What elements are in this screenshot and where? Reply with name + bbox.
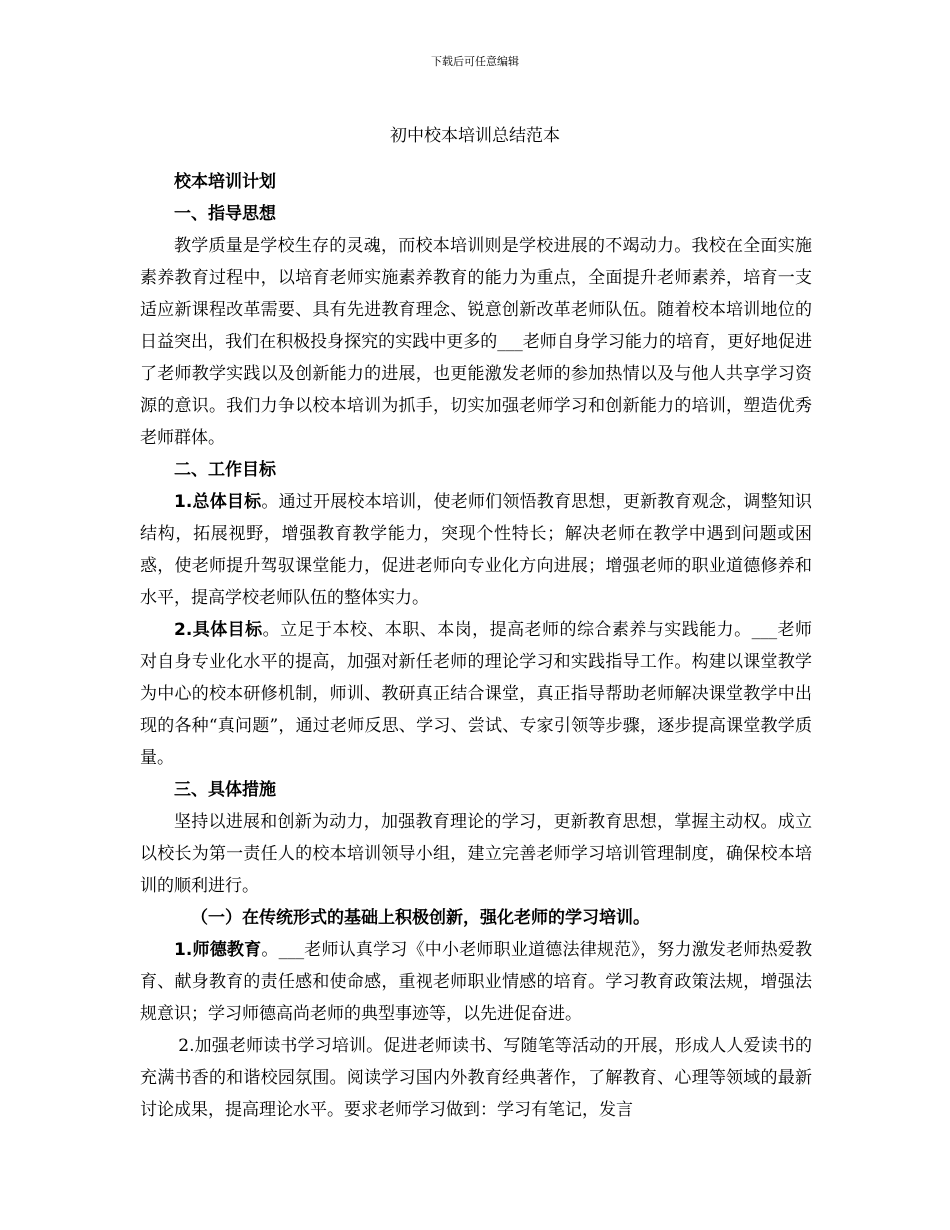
paragraph-guiding-thought: 教学质量是学校生存的灵魂，而校本培训则是学校进展的不竭动力。我校在全面实施素养教育过程中，以培育老师实施素养教育的能力为重点，全面提升老师素养，培育一支适应新课程改革需要、具有先进教育理念、锐意创新改革老师队伍。随着校本培训地位的日益突出，我们在积极投身探究的实践中更多的___老师自身学习能力的培育，更好地促进了老师教学实践以及创新能力的进展，也更能激发老师的参加热情以及与他人共享学习资源的意识。我们力争以校本培训为抓手，切实加强老师学习和创新能力的培训，塑造优秀老师群体。 [140,236,812,448]
overall-goal-label: 1.总体目标 [174,492,262,512]
document-title: 初中校本培训总结范本 [390,126,560,146]
section-heading-measures: 三、具体措施 [174,780,276,800]
specific-goal-label: 2.具体目标 [174,620,263,640]
section-plan-heading: 校本培训计划 [174,172,276,192]
ethics-education-label: 1.师德教育 [174,940,262,960]
paragraph-measures: 坚持以进展和创新为动力，加强教育理论的学习，更新教育思想，掌握主动权。成立以校长为第一责任人的校本培训领导小组，建立完善老师学习培训管理制度，确保校本培训的顺利进行。 [140,812,812,896]
specific-goal-text: 。立足于本校、本职、本岗，提高老师的综合素养与实践能力。___老师对自身专业化水平的提高，加强对新任老师的理论学习和实践指导工作。构建以课堂教学为中心的校本研修机制，师训、教研真正结合课堂，真正指导帮助老师解决课堂教学中出现的各种“真问题”，通过老师反思、学习、尝试、专家引领等步骤，逐步提高课堂教学质量。 [140,620,812,768]
paragraph-overall-goal [140,486,812,614]
section-heading-work-goals: 二、工作目标 [174,460,276,480]
section-heading-guiding-thought: 一、指导思想 [174,204,276,224]
paragraph-specific-goal [140,614,812,774]
header-note: 下载后可任意编辑 [431,55,519,68]
paragraph-reading-training: 2.加强老师读书学习培训。促进老师读书、写随笔等活动的开展，形成人人爱读书的充满书香的和谐校园氛围。阅读学习国内外教育经典著作，了解教育、心理等领域的最新讨论成果，提高理论水平。要求老师学习做到：学习有笔记，发言 [140,1036,812,1120]
paragraph-ethics-education [140,934,812,1030]
overall-goal-text: 。通过开展校本培训，使老师们领悟教育思想，更新教育观念，调整知识结构，拓展视野，增强教育教学能力，突现个性特长；解决老师在教学中遇到问题或困惑，使老师提升驾驭课堂能力，促进老师向专业化方向进展；增强老师的职业道德修养和水平，提高学校老师队伍的整体实力。 [140,492,812,608]
document-body [140,166,812,1126]
ethics-education-text: 。___老师认真学习《中小老师职业道德法律规范》，努力激发老师热爱教育、献身教育的责任感和使命感，重视老师职业情感的培育。学习教育政策法规，增强法规意识；学习师德高尚老师的典型事迹等，以先进促奋进。 [140,940,812,1024]
subsection-heading-training: （一）在传统形式的基础上积极创新，强化老师的学习培训。 [191,908,650,928]
